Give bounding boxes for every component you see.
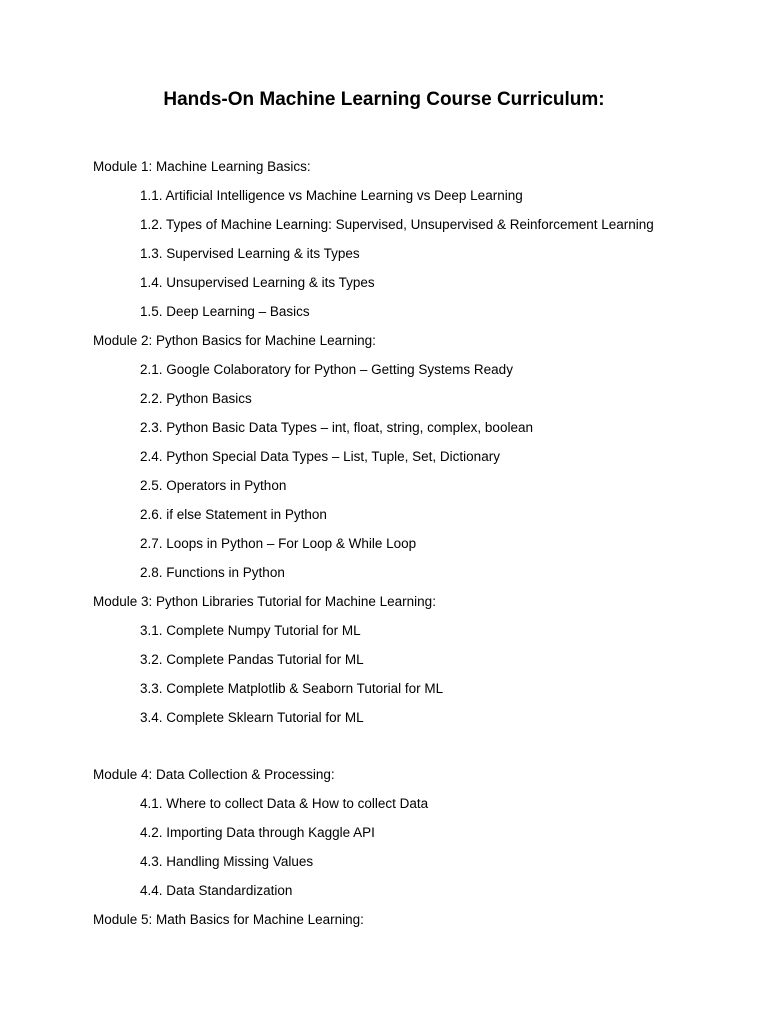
topic-item: 3.2. Complete Pandas Tutorial for ML xyxy=(140,652,364,667)
module-heading: Module 1: Machine Learning Basics: xyxy=(93,159,311,174)
module-heading: Module 3: Python Libraries Tutorial for Machine Learning: xyxy=(93,594,436,609)
module-heading: Module 2: Python Basics for Machine Learning: xyxy=(93,333,376,348)
topic-item: 2.2. Python Basics xyxy=(140,391,252,406)
topic-item: 2.4. Python Special Data Types – List, Tuple, Set, Dictionary xyxy=(140,449,500,464)
topic-item: 3.1. Complete Numpy Tutorial for ML xyxy=(140,623,361,638)
topic-item: 2.7. Loops in Python – For Loop & While Loop xyxy=(140,536,417,551)
topic-item: 2.1. Google Colaboratory for Python – Getting Systems Ready xyxy=(140,362,513,377)
topic-item: 4.3. Handling Missing Values xyxy=(140,854,314,869)
topic-item: 4.2. Importing Data through Kaggle API xyxy=(140,825,375,840)
topic-item: 1.4. Unsupervised Learning & its Types xyxy=(140,275,375,290)
topic-item: 1.3. Supervised Learning & its Types xyxy=(140,246,360,261)
topic-item: 2.5. Operators in Python xyxy=(140,478,287,493)
topic-item: 1.1. Artificial Intelligence vs Machine Learning vs Deep Learning xyxy=(140,188,523,203)
module-heading: Module 5: Math Basics for Machine Learning: xyxy=(93,912,364,927)
topic-item: 2.8. Functions in Python xyxy=(140,565,285,580)
page-title: Hands-On Machine Learning Course Curriculum: xyxy=(163,89,605,110)
topic-item: 4.4. Data Standardization xyxy=(140,883,293,898)
topic-item: 2.6. if else Statement in Python xyxy=(140,507,327,522)
module-heading: Module 4: Data Collection & Processing: xyxy=(93,767,335,782)
topic-item: 4.1. Where to collect Data & How to collect Data xyxy=(140,796,429,811)
topic-item: 1.5. Deep Learning – Basics xyxy=(140,304,310,319)
topic-item: 1.2. Types of Machine Learning: Supervised, Unsupervised & Reinforcement Learning xyxy=(140,217,654,232)
topic-item: 3.4. Complete Sklearn Tutorial for ML xyxy=(140,710,364,725)
topic-item: 2.3. Python Basic Data Types – int, float, string, complex, boolean xyxy=(140,420,533,435)
topic-item: 3.3. Complete Matplotlib & Seaborn Tutorial for ML xyxy=(140,681,444,696)
